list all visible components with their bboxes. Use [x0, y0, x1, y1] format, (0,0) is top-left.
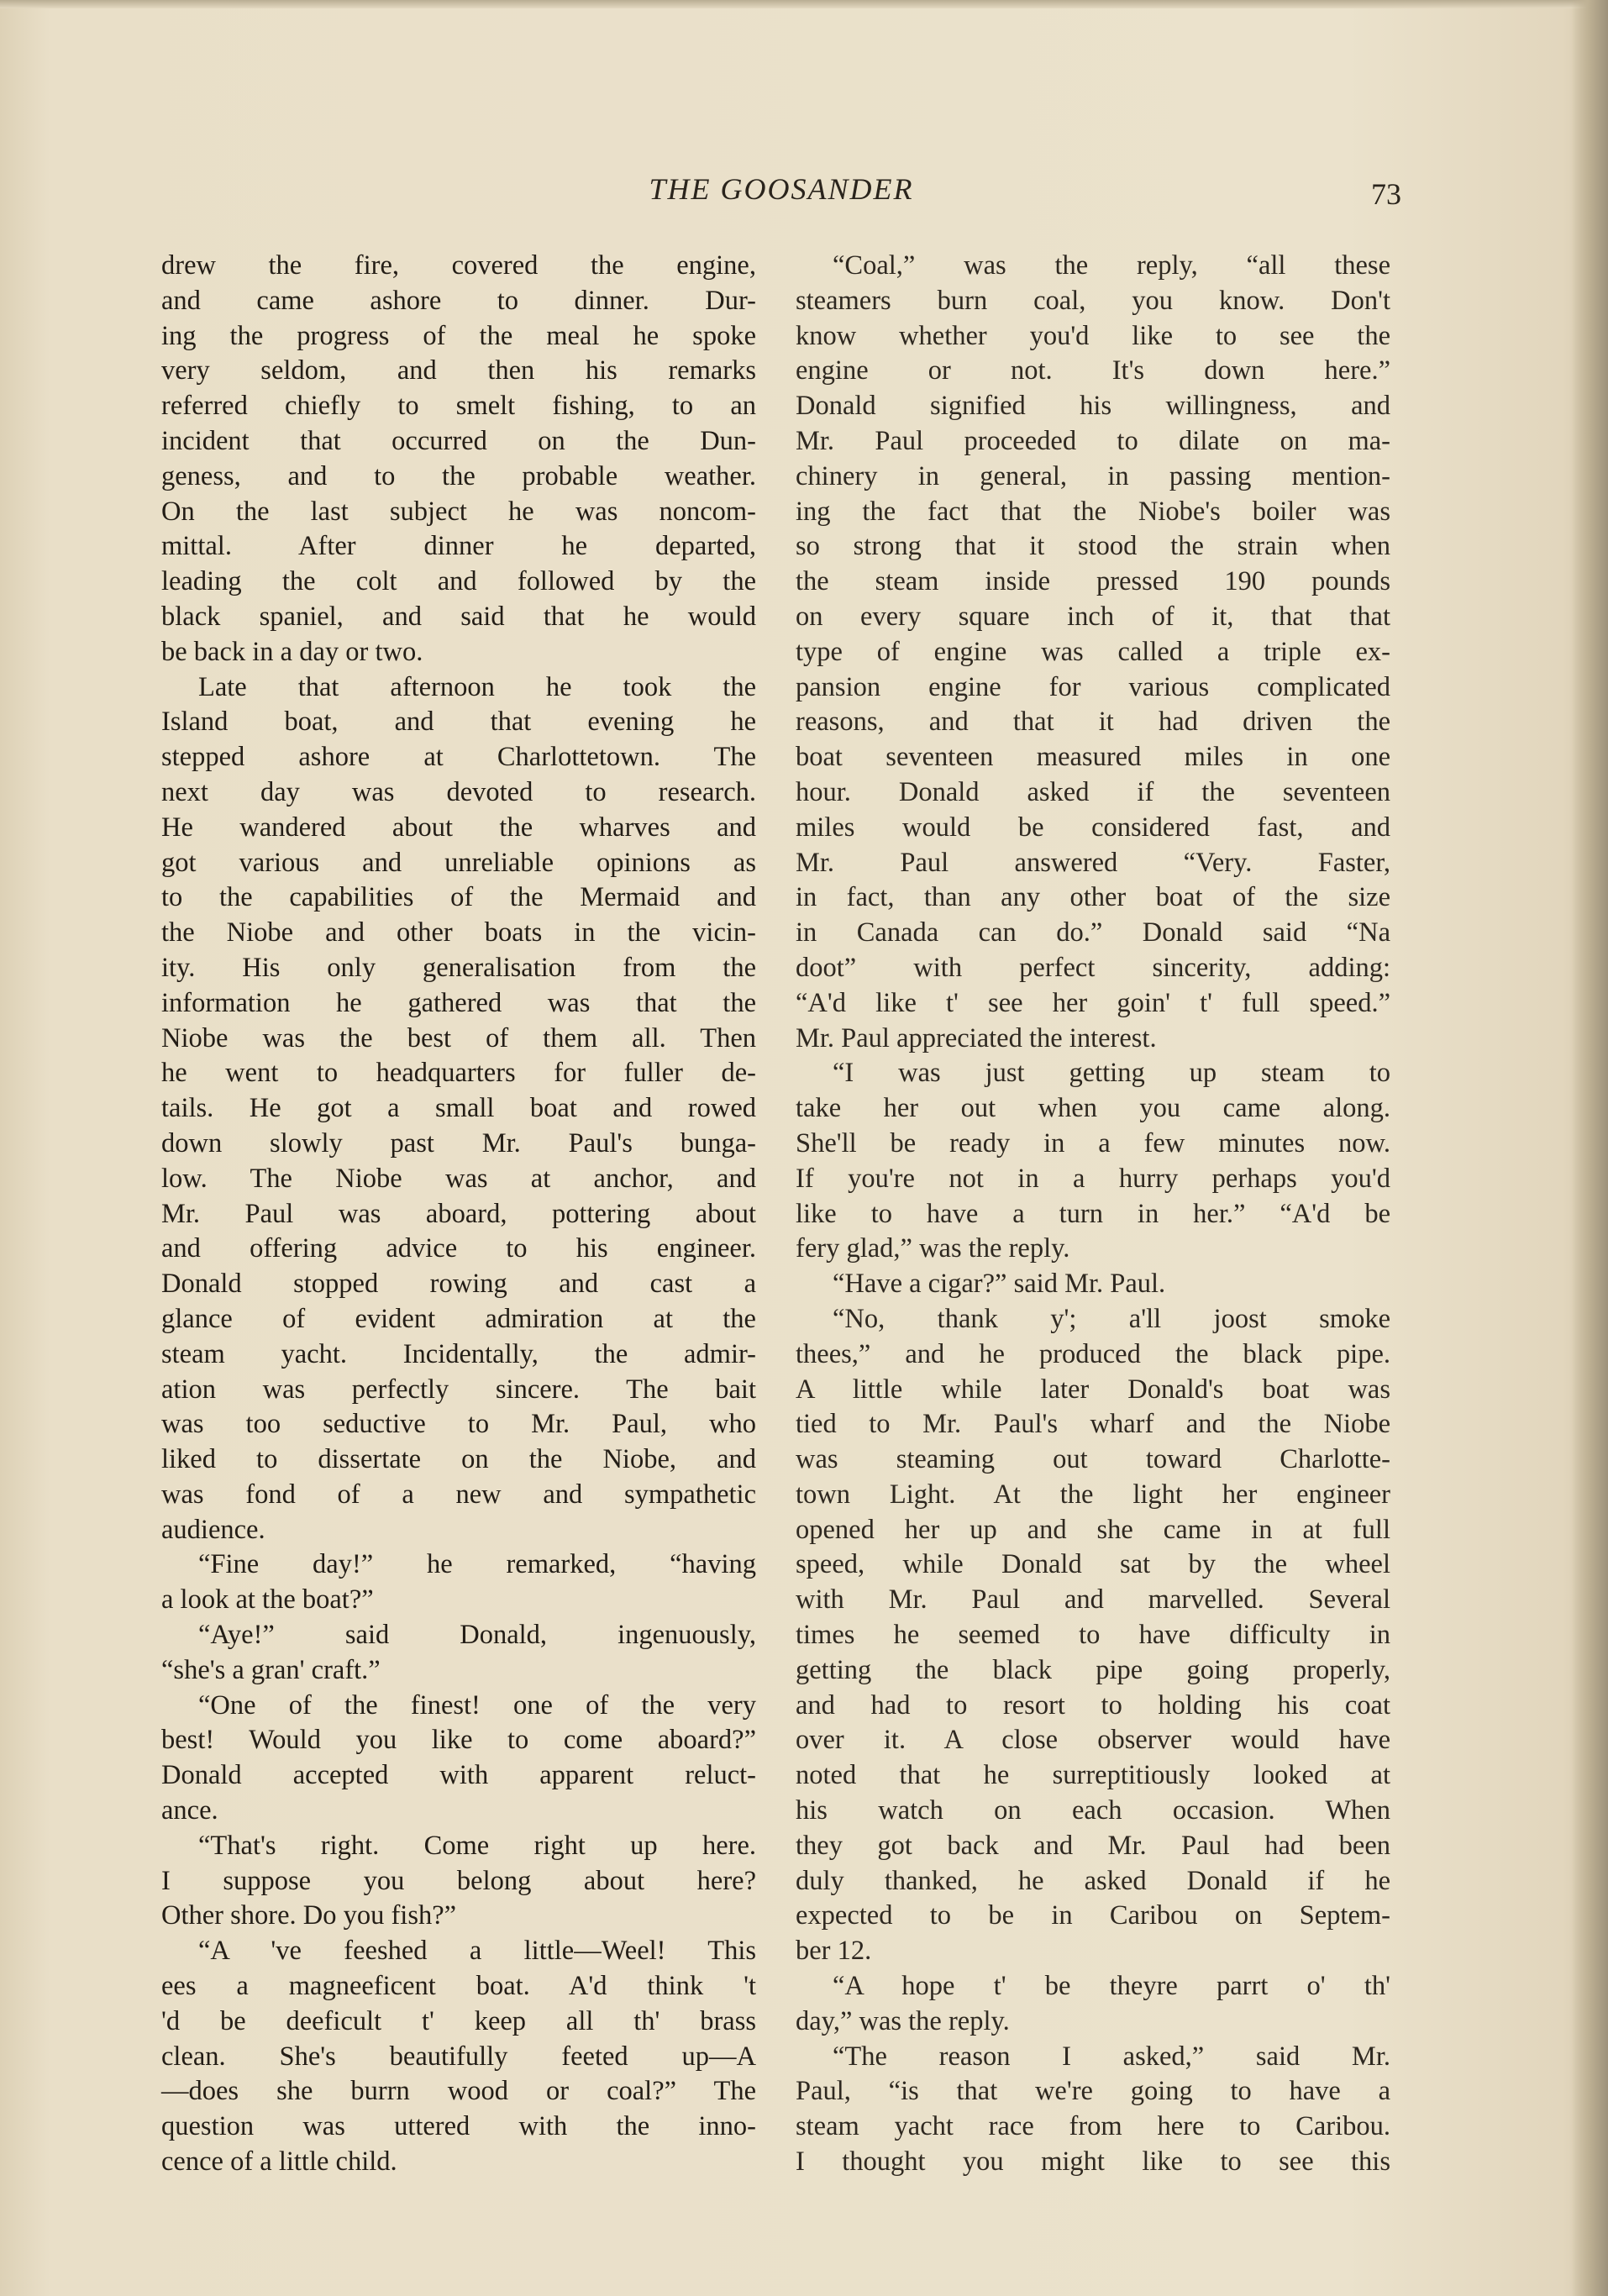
- text-line: audience.: [161, 1514, 265, 1545]
- text-line: question was uttered with the inno-: [161, 2111, 756, 2142]
- text-line: A little while later Donald's boat was: [796, 1374, 1390, 1405]
- text-line: next day was devoted to research.: [161, 776, 756, 807]
- text-line: cence of a little child.: [161, 2146, 397, 2178]
- text-line: they got back and Mr. Paul had been: [796, 1830, 1390, 1861]
- left-text-column: [161, 249, 756, 2180]
- text-line: on every square inch of it, that that: [796, 601, 1390, 632]
- text-line: —does she burrn wood or coal?” The: [161, 2076, 756, 2107]
- text-line: Island boat, and that evening he: [161, 707, 756, 738]
- text-line: down slowly past Mr. Paul's bunga-: [161, 1127, 756, 1159]
- text-line: Mr. Paul was aboard, pottering about: [161, 1198, 756, 1229]
- text-line: I suppose you belong about here?: [161, 1865, 756, 1896]
- text-line: type of engine was called a triple ex-: [796, 636, 1390, 667]
- text-line: fery glad,” was the reply.: [796, 1233, 1070, 1264]
- text-line: Mr. Paul proceeded to dilate on ma-: [796, 425, 1390, 456]
- text-line: be back in a day or two.: [161, 636, 423, 667]
- text-line: was too seductive to Mr. Paul, who: [161, 1409, 756, 1440]
- text-line: ing the progress of the meal he spoke: [161, 320, 756, 351]
- right-text-column: [796, 249, 1390, 2180]
- text-line: “A 've feeshed a little—Weel! This: [198, 1936, 756, 1967]
- text-line: On the last subject he was noncom-: [161, 496, 756, 527]
- text-line: Late that afternoon he took the: [198, 671, 756, 702]
- page-binding-edge: [1571, 0, 1608, 2296]
- text-line: opened her up and she came in at full: [796, 1514, 1390, 1545]
- text-line: day,” was the reply.: [796, 2005, 1010, 2036]
- text-line: “The reason I asked,” said Mr.: [833, 2041, 1390, 2072]
- text-line: ees a magneeficent boat. A'd think 't: [161, 1971, 756, 2002]
- text-line: glance of evident admiration at the: [161, 1303, 756, 1334]
- text-line: times he seemed to have difficulty in: [796, 1620, 1390, 1651]
- text-line: liked to dissertate on the Niobe, and: [161, 1444, 756, 1475]
- text-line: Mr. Paul answered “Very. Faster,: [796, 847, 1390, 878]
- text-line: “A'd like t' see her goin' t' full speed.”: [796, 987, 1390, 1018]
- text-line: incident that occurred on the Dun-: [161, 425, 756, 456]
- text-line: low. The Niobe was at anchor, and: [161, 1163, 756, 1194]
- text-line: ation was perfectly sincere. The bait: [161, 1374, 756, 1405]
- text-line: “she's a gran' craft.”: [161, 1654, 381, 1685]
- text-line: got various and unreliable opinions as: [161, 847, 756, 878]
- text-line: know whether you'd like to see the: [796, 320, 1390, 351]
- text-line: in Canada can do.” Donald said “Na: [796, 917, 1390, 948]
- text-line: ing the fact that the Niobe's boiler was: [796, 496, 1390, 527]
- text-line: “Have a cigar?” said Mr. Paul.: [833, 1269, 1166, 1300]
- page-top-edge: [0, 0, 1608, 8]
- text-line: to the capabilities of the Mermaid and: [161, 882, 756, 913]
- text-line: mittal. After dinner he departed,: [161, 531, 756, 562]
- text-line: information he gathered was that the: [161, 987, 756, 1018]
- text-line: drew the fire, covered the engine,: [161, 250, 756, 281]
- text-line: stepped ashore at Charlottetown. The: [161, 742, 756, 773]
- text-line: steam yacht. Incidentally, the admir-: [161, 1338, 756, 1369]
- text-line: duly thanked, he asked Donald if he: [796, 1865, 1390, 1896]
- page-number: 73: [1371, 177, 1401, 211]
- text-line: tied to Mr. Paul's wharf and the Niobe: [796, 1409, 1390, 1440]
- text-line: with Mr. Paul and marvelled. Several: [796, 1584, 1390, 1616]
- text-line: miles would be considered fast, and: [796, 812, 1390, 843]
- text-line: over it. A close observer would have: [796, 1725, 1390, 1756]
- text-line: was fond of a new and sympathetic: [161, 1479, 756, 1510]
- text-line: boat seventeen measured miles in one: [796, 742, 1390, 773]
- text-line: Paul, “is that we're going to have a: [796, 2076, 1390, 2107]
- text-line: expected to be in Caribou on Septem-: [796, 1900, 1390, 1931]
- text-line: steamers burn coal, you know. Don't: [796, 285, 1390, 316]
- text-line: hour. Donald asked if the seventeen: [796, 776, 1390, 807]
- text-line: black spaniel, and said that he would: [161, 601, 756, 632]
- text-line: Mr. Paul appreciated the interest.: [796, 1022, 1157, 1053]
- text-line: steam yacht race from here to Caribou.: [796, 2111, 1390, 2142]
- text-line: thees,” and he produced the black pipe.: [796, 1338, 1390, 1369]
- text-line: town Light. At the light her engineer: [796, 1479, 1390, 1510]
- text-line: leading the colt and followed by the: [161, 566, 756, 597]
- text-line: so strong that it stood the strain when: [796, 531, 1390, 562]
- text-line: pansion engine for various complicated: [796, 671, 1390, 702]
- text-line: tails. He got a small boat and rowed: [161, 1093, 756, 1124]
- text-line: chinery in general, in passing mention-: [796, 460, 1390, 491]
- text-line: I thought you might like to see this: [796, 2146, 1390, 2178]
- text-line: like to have a turn in her.” “A'd be: [796, 1198, 1390, 1229]
- text-line: Donald accepted with apparent reluct-: [161, 1760, 756, 1791]
- text-line: engine or not. It's down here.”: [796, 355, 1390, 386]
- text-line: “Aye!” said Donald, ingenuously,: [198, 1620, 756, 1651]
- text-line: and came ashore to dinner. Dur-: [161, 285, 756, 316]
- text-line: “That's right. Come right up here.: [198, 1830, 756, 1861]
- text-line: “Fine day!” he remarked, “having: [198, 1549, 756, 1580]
- text-line: “One of the finest! one of the very: [198, 1689, 756, 1721]
- text-line: She'll be ready in a few minutes now.: [796, 1127, 1390, 1159]
- text-line: very seldom, and then his remarks: [161, 355, 756, 386]
- text-line: “No, thank y'; a'll joost smoke: [833, 1303, 1390, 1334]
- text-line: a look at the boat?”: [161, 1584, 374, 1616]
- running-head: THE GOOSANDER: [649, 172, 914, 206]
- text-line: Donald stopped rowing and cast a: [161, 1269, 756, 1300]
- text-line: ity. His only generalisation from the: [161, 952, 756, 983]
- text-line: doot” with perfect sincerity, adding:: [796, 952, 1390, 983]
- text-line: Donald signified his willingness, and: [796, 391, 1390, 422]
- text-line: 'd be deeficult t' keep all th' brass: [161, 2005, 756, 2036]
- text-line: and offering advice to his engineer.: [161, 1233, 756, 1264]
- text-line: reasons, and that it had driven the: [796, 707, 1390, 738]
- text-line: speed, while Donald sat by the wheel: [796, 1549, 1390, 1580]
- text-line: If you're not in a hurry perhaps you'd: [796, 1163, 1390, 1194]
- text-line: noted that he surreptitiously looked at: [796, 1760, 1390, 1791]
- text-line: “I was just getting up steam to: [833, 1058, 1390, 1089]
- text-line: Niobe was the best of them all. Then: [161, 1022, 756, 1053]
- text-line: the steam inside pressed 190 pounds: [796, 566, 1390, 597]
- text-line: he went to headquarters for fuller de-: [161, 1058, 756, 1089]
- text-line: He wandered about the wharves and: [161, 812, 756, 843]
- text-line: “Coal,” was the reply, “all these: [833, 250, 1390, 281]
- text-line: ance.: [161, 1795, 218, 1826]
- text-line: take her out when you came along.: [796, 1093, 1390, 1124]
- text-line: in fact, than any other boat of the size: [796, 882, 1390, 913]
- text-line: Other shore. Do you fish?”: [161, 1900, 457, 1931]
- text-line: clean. She's beautifully feeted up—A: [161, 2041, 756, 2072]
- text-line: geness, and to the probable weather.: [161, 460, 756, 491]
- text-line: ber 12.: [796, 1936, 872, 1967]
- text-line: the Niobe and other boats in the vicin-: [161, 917, 756, 948]
- text-line: “A hope t' be theyre parrt o' th': [833, 1971, 1390, 2002]
- text-line: referred chiefly to smelt fishing, to an: [161, 391, 756, 422]
- text-line: was steaming out toward Charlotte-: [796, 1444, 1390, 1475]
- text-line: getting the black pipe going properly,: [796, 1654, 1390, 1685]
- text-line: his watch on each occasion. When: [796, 1795, 1390, 1826]
- text-line: best! Would you like to come aboard?”: [161, 1725, 756, 1756]
- text-line: and had to resort to holding his coat: [796, 1689, 1390, 1721]
